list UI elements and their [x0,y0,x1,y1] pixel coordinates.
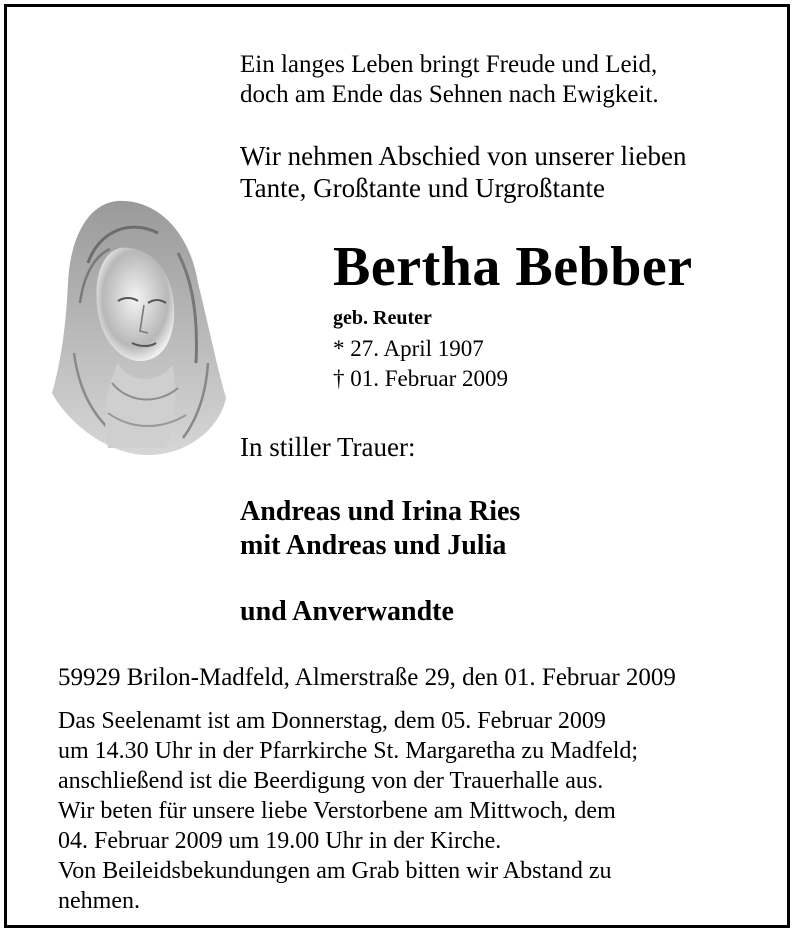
death-date: † 01. Februar 2009 [333,366,509,391]
memorial-verse [240,50,659,110]
funeral-info [58,706,638,916]
mourning-family [240,495,520,563]
family-line: mit Andreas und Julia [240,530,507,561]
info-line: Wir beten für unsere liebe Verstorbene am Mittwoch, dem [58,798,616,824]
birth-name: geb. Reuter [333,307,432,329]
info-line: nehmen. [58,888,140,914]
verse-line: doch am Ende das Sehnen nach Ewigkeit. [240,81,659,108]
intro-line: Tante, Großtante und Urgroßtante [240,173,606,203]
verse-line: Ein langes Leben bringt Freude und Leid, [240,51,658,78]
info-line: Von Beileidsbekundungen am Grab bitten wir Abstand zu [58,858,612,884]
life-dates [333,334,508,394]
mourning-label: In stiller Trauer: [240,432,416,462]
deceased-name: Bertha Bebber [333,236,693,298]
intro-line: Wir nehmen Abschied von unserer lieben [240,141,687,171]
info-line: um 14.30 Uhr in der Pfarrkirche St. Margaretha zu Madfeld; [58,738,639,764]
farewell-intro [240,140,687,204]
info-line: 04. Februar 2009 um 19.00 Uhr in der Kirche. [58,828,502,854]
pieta-madonna-icon [48,193,228,458]
birth-date: * 27. April 1907 [333,336,484,361]
family-line: Andreas und Irina Ries [240,496,521,527]
info-line: anschließend ist die Beerdigung von der Trauerhalle aus. [58,768,604,794]
address-line: 59929 Brilon-Madfeld, Almerstraße 29, den 01. Februar 2009 [58,664,676,691]
relatives-line: und Anverwandte [240,596,454,627]
info-line: Das Seelenamt ist am Donnerstag, dem 05. Februar 2009 [58,708,606,734]
